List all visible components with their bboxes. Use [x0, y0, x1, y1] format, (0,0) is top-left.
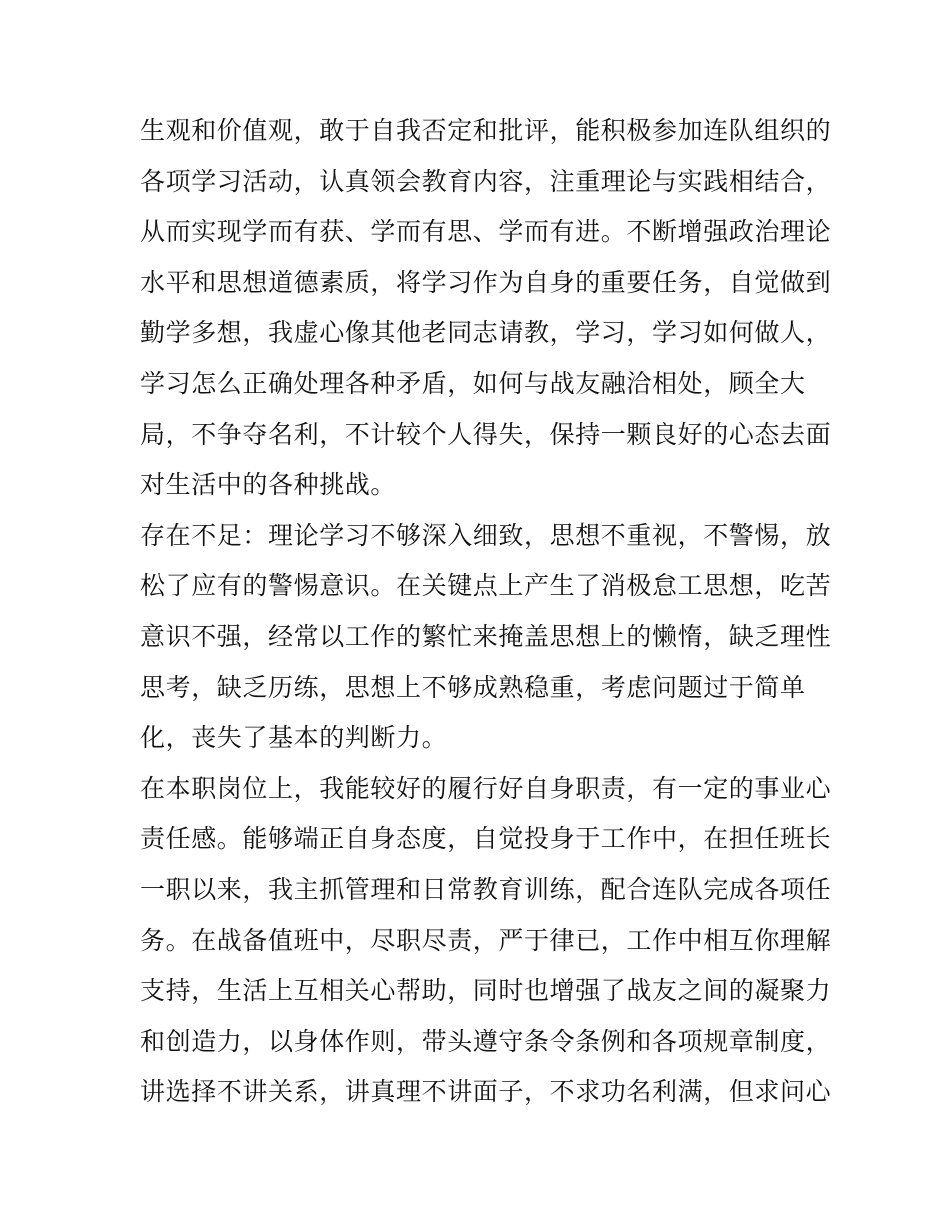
- text-line: 和创造力，以身体作则，带头遵守条令条例和各项规章制度，: [140, 1026, 832, 1056]
- text-line: 在本职岗位上，我能较好的履行好自身职责，有一定的事业心: [140, 773, 832, 803]
- text-line: 支持，生活上互相关心帮助，同时也增强了战友之间的凝聚力: [140, 976, 832, 1006]
- text-line: 化，丧失了基本的判断力。: [140, 723, 448, 753]
- text-line: 意识不强，经常以工作的繁忙来掩盖思想上的懒惰，缺乏理性: [140, 621, 832, 651]
- text-line: 责任感。能够端正自身态度，自觉投身于工作中，在担任班长: [140, 824, 832, 854]
- text-line: 讲选择不讲关系，讲真理不讲面子，不求功名利满，但求问心: [140, 1077, 832, 1107]
- text-line: 存在不足：理论学习不够深入细致，思想不重视，不警惕，放: [140, 520, 832, 550]
- text-line: 各项学习活动，认真领会教育内容，注重理论与实践相结合，: [140, 166, 832, 196]
- text-line: 思考，缺乏历练，思想上不够成熟稳重，考虑问题过于简单: [140, 672, 806, 702]
- text-line: 勤学多想，我虚心像其他老同志请教，学习，学习如何做人，: [140, 318, 832, 348]
- body-text: [140, 106, 832, 1118]
- text-line: 水平和思想道德素质，将学习作为自身的重要任务，自觉做到: [140, 267, 832, 297]
- text-line: 对生活中的各种挑战。: [140, 470, 397, 500]
- text-line: 学习怎么正确处理各种矛盾，如何与战友融洽相处，顾全大: [140, 368, 806, 398]
- text-line: 从而实现学而有获、学而有思、学而有进。不断增强政治理论: [140, 217, 832, 247]
- text-line: 生观和价值观，敢于自我否定和批评，能积极参加连队组织的: [140, 116, 832, 145]
- text-line: 一职以来，我主抓管理和日常教育训练，配合连队完成各项任: [140, 874, 832, 904]
- text-line: 松了应有的警惕意识。在关键点上产生了消极怠工思想，吃苦: [140, 571, 832, 601]
- text-line: 务。在战备值班中，尽职尽责，严于律已，工作中相互你理解: [140, 925, 832, 955]
- text-line: 局，不争夺名利，不计较个人得失，保持一颗良好的心态去面: [140, 419, 832, 449]
